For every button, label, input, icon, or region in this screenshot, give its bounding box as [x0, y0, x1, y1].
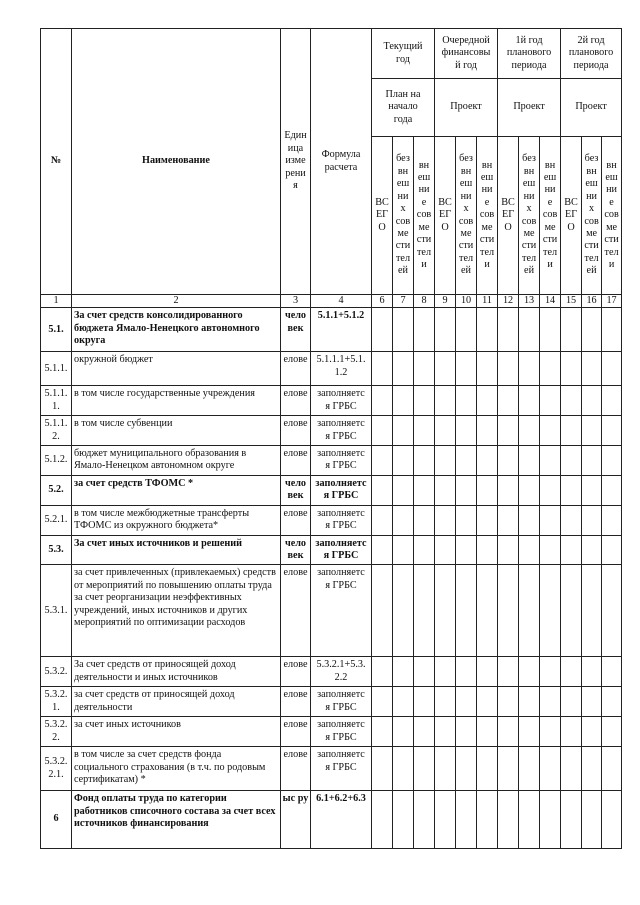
value-cell — [582, 446, 602, 476]
value-cell — [477, 565, 498, 657]
value-cell — [414, 791, 435, 849]
row-number: 5.1. — [41, 308, 72, 352]
value-cell — [477, 416, 498, 446]
value-cell — [435, 687, 456, 717]
value-cell — [561, 416, 582, 446]
value-cell — [582, 416, 602, 446]
value-cell — [582, 386, 602, 416]
column-number: 11 — [477, 295, 498, 308]
value-cell — [435, 352, 456, 386]
value-cell — [477, 476, 498, 506]
value-cell — [498, 416, 519, 446]
row-name: в том числе государственные учреждения — [72, 386, 281, 416]
value-cell — [456, 565, 477, 657]
value-cell — [414, 747, 435, 791]
column-number: 3 — [281, 295, 311, 308]
value-cell — [393, 416, 414, 446]
table-row — [41, 416, 622, 446]
value-cell — [435, 476, 456, 506]
table-row — [41, 717, 622, 747]
value-cell — [498, 476, 519, 506]
value-cell — [435, 657, 456, 687]
value-cell — [393, 565, 414, 657]
col-no-combo: без вн еш ни х сов ме сти тел ей — [519, 137, 540, 295]
row-name: за счет средств ТФОМС * — [72, 476, 281, 506]
header-next-year: Очередной финансовы й год — [435, 29, 498, 79]
row-name: в том числе субвенции — [72, 416, 281, 446]
header-name: Наименование — [72, 29, 281, 295]
value-cell — [435, 308, 456, 352]
value-cell — [519, 352, 540, 386]
column-number: 14 — [540, 295, 561, 308]
value-cell — [414, 657, 435, 687]
value-cell — [561, 657, 582, 687]
col-combo: вн еш ни е сов ме сти тел и — [540, 137, 561, 295]
row-formula: заполняетс я ГРБС — [311, 747, 372, 791]
value-cell — [393, 747, 414, 791]
value-cell — [498, 505, 519, 535]
value-cell — [540, 687, 561, 717]
col-total: ВС ЕГ О — [561, 137, 582, 295]
value-cell — [498, 386, 519, 416]
value-cell — [477, 352, 498, 386]
value-cell — [561, 505, 582, 535]
value-cell — [561, 687, 582, 717]
subheader-project-1: Проект — [435, 79, 498, 137]
value-cell — [602, 791, 622, 849]
value-cell — [498, 791, 519, 849]
value-cell — [540, 747, 561, 791]
column-number-row — [41, 295, 622, 308]
row-number: 5.3.2. 2.1. — [41, 747, 72, 791]
row-number: 5.1.2. — [41, 446, 72, 476]
value-cell — [519, 505, 540, 535]
header-current-year: Текущий год — [372, 29, 435, 79]
value-cell — [372, 657, 393, 687]
value-cell — [435, 791, 456, 849]
row-name: Фонд оплаты труда по категории работников списочного состава за счет всех источников финансирования — [72, 791, 281, 849]
row-unit: елове — [281, 416, 311, 446]
value-cell — [477, 535, 498, 565]
value-cell — [372, 791, 393, 849]
value-cell — [561, 535, 582, 565]
value-cell — [372, 352, 393, 386]
value-cell — [540, 352, 561, 386]
value-cell — [540, 476, 561, 506]
value-cell — [582, 657, 602, 687]
row-number: 5.1.1. 2. — [41, 416, 72, 446]
value-cell — [393, 717, 414, 747]
value-cell — [456, 446, 477, 476]
value-cell — [602, 565, 622, 657]
value-cell — [498, 352, 519, 386]
row-formula: заполняетс я ГРБС — [311, 717, 372, 747]
row-formula: заполняетс я ГРБС — [311, 476, 372, 506]
row-number: 5.3.2. 2. — [41, 717, 72, 747]
value-cell — [456, 657, 477, 687]
row-name: в том числе за счет средств фонда социального страхования (в т.ч. по родовым сертификатам) * — [72, 747, 281, 791]
value-cell — [435, 386, 456, 416]
value-cell — [498, 535, 519, 565]
row-unit: елове — [281, 505, 311, 535]
row-unit: чело век — [281, 476, 311, 506]
value-cell — [540, 446, 561, 476]
value-cell — [435, 565, 456, 657]
table-row — [41, 687, 622, 717]
value-cell — [456, 308, 477, 352]
value-cell — [561, 352, 582, 386]
row-formula: заполняетс я ГРБС — [311, 416, 372, 446]
value-cell — [582, 476, 602, 506]
value-cell — [561, 308, 582, 352]
value-cell — [456, 791, 477, 849]
row-formula: заполняетс я ГРБС — [311, 535, 372, 565]
value-cell — [540, 386, 561, 416]
value-cell — [372, 717, 393, 747]
value-cell — [582, 687, 602, 717]
value-cell — [602, 446, 622, 476]
value-cell — [477, 657, 498, 687]
subheader-project-3: Проект — [561, 79, 622, 137]
value-cell — [602, 352, 622, 386]
value-cell — [602, 386, 622, 416]
value-cell — [372, 386, 393, 416]
table-row — [41, 505, 622, 535]
value-cell — [477, 308, 498, 352]
value-cell — [435, 505, 456, 535]
row-name: За счет средств консолидированного бюджета Ямало-Ненецкого автономного округа — [72, 308, 281, 352]
value-cell — [456, 416, 477, 446]
value-cell — [393, 386, 414, 416]
value-cell — [435, 747, 456, 791]
row-formula: заполняетс я ГРБС — [311, 565, 372, 657]
row-unit: ыс ру — [281, 791, 311, 849]
row-unit: елове — [281, 352, 311, 386]
value-cell — [582, 565, 602, 657]
value-cell — [414, 565, 435, 657]
value-cell — [602, 657, 622, 687]
row-number: 5.3.1. — [41, 565, 72, 657]
value-cell — [456, 535, 477, 565]
table-row — [41, 446, 622, 476]
value-cell — [519, 476, 540, 506]
table-row — [41, 565, 622, 657]
column-number: 2 — [72, 295, 281, 308]
value-cell — [498, 308, 519, 352]
row-name: в том числе межбюджетные трансферты ТФОМС из окружного бюджета* — [72, 505, 281, 535]
value-cell — [393, 476, 414, 506]
value-cell — [372, 687, 393, 717]
column-number: 16 — [582, 295, 602, 308]
value-cell — [540, 505, 561, 535]
column-number: 15 — [561, 295, 582, 308]
header-formula: Формула расчета — [311, 29, 372, 295]
column-number: 4 — [311, 295, 372, 308]
value-cell — [393, 505, 414, 535]
value-cell — [582, 308, 602, 352]
row-unit: елове — [281, 386, 311, 416]
col-total: ВС ЕГ О — [498, 137, 519, 295]
value-cell — [456, 687, 477, 717]
value-cell — [477, 747, 498, 791]
value-cell — [540, 717, 561, 747]
value-cell — [372, 505, 393, 535]
value-cell — [456, 386, 477, 416]
value-cell — [414, 687, 435, 717]
value-cell — [519, 416, 540, 446]
value-cell — [519, 446, 540, 476]
table-row — [41, 535, 622, 565]
column-number: 9 — [435, 295, 456, 308]
value-cell — [519, 565, 540, 657]
value-cell — [561, 747, 582, 791]
value-cell — [477, 717, 498, 747]
row-formula: 5.3.2.1+5.3. 2.2 — [311, 657, 372, 687]
value-cell — [540, 308, 561, 352]
value-cell — [602, 747, 622, 791]
value-cell — [519, 747, 540, 791]
value-cell — [561, 791, 582, 849]
value-cell — [435, 535, 456, 565]
value-cell — [372, 535, 393, 565]
value-cell — [540, 535, 561, 565]
value-cell — [477, 386, 498, 416]
value-cell — [477, 446, 498, 476]
table-row — [41, 747, 622, 791]
row-number: 5.3. — [41, 535, 72, 565]
row-unit: елове — [281, 747, 311, 791]
value-cell — [519, 687, 540, 717]
value-cell — [456, 476, 477, 506]
value-cell — [498, 657, 519, 687]
value-cell — [414, 446, 435, 476]
table-body — [41, 308, 622, 849]
row-name: бюджет муниципального образования в Ямало-Ненецком автономном округе — [72, 446, 281, 476]
column-number: 12 — [498, 295, 519, 308]
value-cell — [414, 717, 435, 747]
column-number: 7 — [393, 295, 414, 308]
value-cell — [372, 565, 393, 657]
value-cell — [393, 687, 414, 717]
value-cell — [602, 687, 622, 717]
value-cell — [602, 476, 622, 506]
col-total: ВС ЕГ О — [372, 137, 393, 295]
column-number: 13 — [519, 295, 540, 308]
value-cell — [477, 791, 498, 849]
row-number: 5.3.2. — [41, 657, 72, 687]
value-cell — [602, 717, 622, 747]
value-cell — [477, 505, 498, 535]
row-formula: заполняетс я ГРБС — [311, 687, 372, 717]
value-cell — [414, 476, 435, 506]
value-cell — [498, 747, 519, 791]
value-cell — [561, 565, 582, 657]
row-name: За счет средств от приносящей доход деятельности и иных источников — [72, 657, 281, 687]
row-number: 5.3.2. 1. — [41, 687, 72, 717]
table-row — [41, 791, 622, 849]
header-num: № — [41, 29, 72, 295]
value-cell — [561, 386, 582, 416]
value-cell — [414, 386, 435, 416]
row-number: 5.2.1. — [41, 505, 72, 535]
value-cell — [435, 717, 456, 747]
row-name: окружной бюджет — [72, 352, 281, 386]
col-combo: вн еш ни е сов ме сти тел и — [414, 137, 435, 295]
row-formula: заполняетс я ГРБС — [311, 505, 372, 535]
value-cell — [498, 687, 519, 717]
value-cell — [372, 747, 393, 791]
value-cell — [456, 505, 477, 535]
row-name: за счет средств от приносящей доход деятельности — [72, 687, 281, 717]
value-cell — [393, 352, 414, 386]
value-cell — [582, 791, 602, 849]
value-cell — [414, 535, 435, 565]
column-number: 1 — [41, 295, 72, 308]
row-unit: елове — [281, 446, 311, 476]
value-cell — [435, 446, 456, 476]
col-no-combo: без вн еш ни х сов ме сти тел ей — [456, 137, 477, 295]
value-cell — [540, 657, 561, 687]
table-row — [41, 476, 622, 506]
value-cell — [561, 476, 582, 506]
row-unit: елове — [281, 657, 311, 687]
value-cell — [540, 791, 561, 849]
value-cell — [393, 308, 414, 352]
row-formula: 5.1.1.1+5.1. 1.2 — [311, 352, 372, 386]
value-cell — [519, 535, 540, 565]
row-name: за счет привлеченных (привлекаемых) средств от мероприятий по повышению оплаты труда за счет реорганизации неэффективных учреждений, иных источников и других мероприятий по оптимизации расходов — [72, 565, 281, 657]
value-cell — [393, 535, 414, 565]
column-number: 8 — [414, 295, 435, 308]
value-cell — [582, 747, 602, 791]
col-total: ВС ЕГ О — [435, 137, 456, 295]
value-cell — [602, 308, 622, 352]
value-cell — [519, 386, 540, 416]
value-cell — [414, 416, 435, 446]
value-cell — [582, 352, 602, 386]
row-number: 5.1.1. 1. — [41, 386, 72, 416]
value-cell — [414, 352, 435, 386]
value-cell — [498, 565, 519, 657]
table-row — [41, 386, 622, 416]
value-cell — [602, 416, 622, 446]
value-cell — [456, 717, 477, 747]
row-unit: елове — [281, 565, 311, 657]
value-cell — [456, 352, 477, 386]
value-cell — [372, 446, 393, 476]
value-cell — [498, 717, 519, 747]
row-name: За счет иных источников и решений — [72, 535, 281, 565]
table-row — [41, 657, 622, 687]
col-combo: вн еш ни е сов ме сти тел и — [477, 137, 498, 295]
value-cell — [477, 687, 498, 717]
table-row — [41, 308, 622, 352]
row-number: 5.1.1. — [41, 352, 72, 386]
value-cell — [602, 505, 622, 535]
value-cell — [456, 747, 477, 791]
value-cell — [393, 446, 414, 476]
value-cell — [393, 791, 414, 849]
value-cell — [414, 308, 435, 352]
column-number: 10 — [456, 295, 477, 308]
subheader-plan: План на начало года — [372, 79, 435, 137]
value-cell — [602, 535, 622, 565]
header-unit: Един ица изме рени я — [281, 29, 311, 295]
value-cell — [372, 308, 393, 352]
header-plan-year-2: 2й год планового периода — [561, 29, 622, 79]
col-combo: вн еш ни е сов ме сти тел и — [602, 137, 622, 295]
value-cell — [582, 535, 602, 565]
row-number: 5.2. — [41, 476, 72, 506]
row-unit: чело век — [281, 535, 311, 565]
value-cell — [561, 717, 582, 747]
row-formula: заполняетс я ГРБС — [311, 386, 372, 416]
value-cell — [519, 308, 540, 352]
value-cell — [435, 416, 456, 446]
column-number: 17 — [602, 295, 622, 308]
row-unit: чело век — [281, 308, 311, 352]
value-cell — [414, 505, 435, 535]
value-cell — [540, 565, 561, 657]
row-name: за счет иных источников — [72, 717, 281, 747]
row-unit: елове — [281, 687, 311, 717]
header-plan-year-1: 1й год планового периода — [498, 29, 561, 79]
subheader-project-2: Проект — [498, 79, 561, 137]
staff-table — [40, 28, 622, 849]
value-cell — [372, 476, 393, 506]
value-cell — [519, 717, 540, 747]
column-number: 6 — [372, 295, 393, 308]
value-cell — [372, 416, 393, 446]
value-cell — [498, 446, 519, 476]
row-formula: заполняетс я ГРБС — [311, 446, 372, 476]
row-unit: елове — [281, 717, 311, 747]
value-cell — [582, 505, 602, 535]
col-no-combo: без вн еш ни х сов ме сти тел ей — [393, 137, 414, 295]
col-no-combo: без вн еш ни х сов ме сти тел ей — [582, 137, 602, 295]
table-row — [41, 352, 622, 386]
row-formula: 6.1+6.2+6.3 — [311, 791, 372, 849]
value-cell — [582, 717, 602, 747]
value-cell — [540, 416, 561, 446]
value-cell — [561, 446, 582, 476]
value-cell — [393, 657, 414, 687]
value-cell — [519, 657, 540, 687]
value-cell — [519, 791, 540, 849]
row-formula: 5.1.1+5.1.2 — [311, 308, 372, 352]
row-number: 6 — [41, 791, 72, 849]
